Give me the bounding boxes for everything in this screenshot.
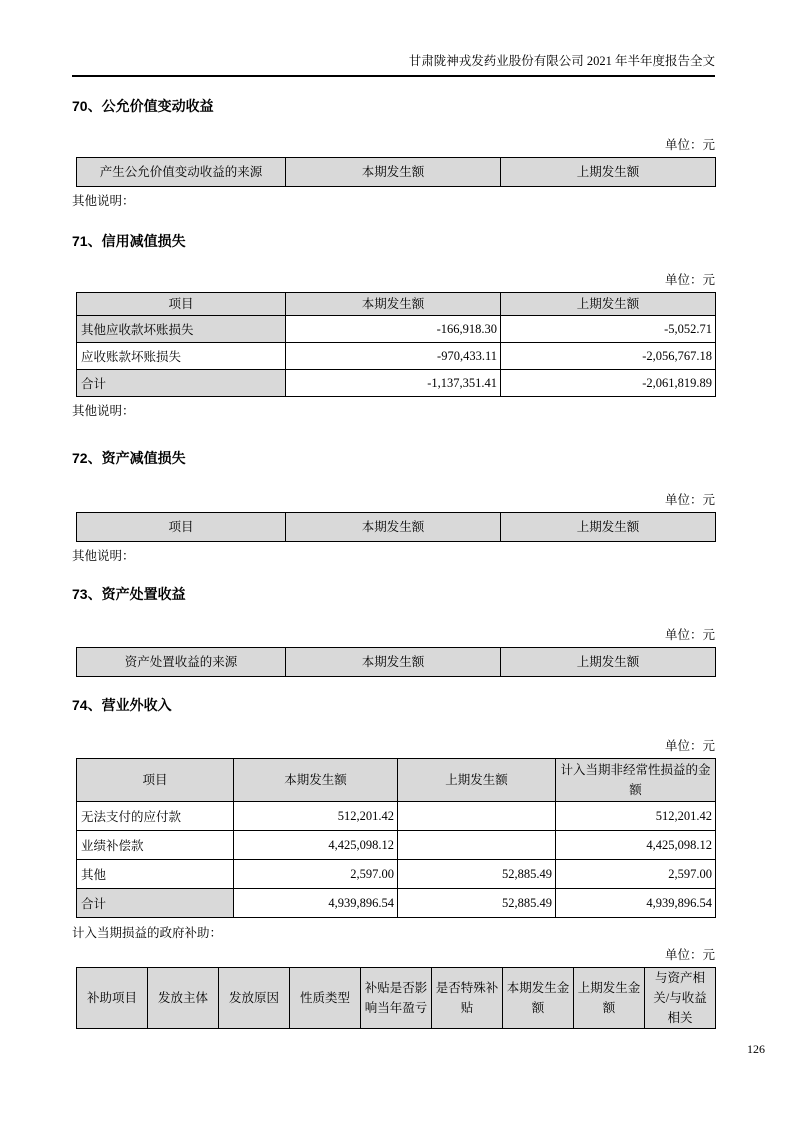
cell-nonrecurring: 512,201.42	[556, 802, 716, 831]
page-content	[72, 0, 715, 1029]
cell-current: -166,918.30	[286, 316, 501, 343]
column-header-item: 项目	[77, 293, 286, 316]
table-header-row	[77, 293, 716, 316]
cell-item: 合计	[77, 889, 234, 918]
table-row	[77, 316, 716, 343]
section-73-title: 73、资产处置收益	[72, 586, 186, 602]
cell-current: 2,597.00	[234, 860, 398, 889]
column-header-current: 本期发生额	[286, 158, 501, 187]
government-subsidy-label: 计入当期损益的政府补助：	[72, 926, 223, 940]
column-header-subsidy-item: 补助项目	[77, 968, 148, 1029]
column-header-prior: 上期发生额	[501, 513, 716, 542]
cell-prior: 52,885.49	[398, 860, 556, 889]
table-row-total	[77, 889, 716, 918]
table-fair-value-change	[76, 157, 716, 187]
other-note-72: 其他说明：	[72, 549, 135, 563]
cell-item: 无法支付的应付款	[77, 802, 234, 831]
table-row-total	[77, 370, 716, 397]
cell-prior: -2,061,819.89	[501, 370, 716, 397]
section-71-title: 71、信用减值损失	[72, 233, 186, 249]
table-asset-disposal	[76, 647, 716, 677]
column-header-affects-pl: 补贴是否影响当年盈亏	[361, 968, 432, 1029]
column-header-asset-or-income: 与资产相关/与收益相关	[645, 968, 716, 1029]
column-header-prior: 上期发生额	[501, 158, 716, 187]
unit-label-70: 单位：元	[664, 138, 715, 152]
column-header-item: 项目	[77, 759, 234, 802]
section-70-title: 70、公允价值变动收益	[72, 98, 214, 114]
column-header-item: 项目	[77, 513, 286, 542]
other-note-70: 其他说明：	[72, 194, 135, 208]
unit-label-73: 单位：元	[664, 628, 715, 642]
document-header	[72, 0, 715, 77]
section-74-title: 74、营业外收入	[72, 697, 172, 713]
table-asset-impairment	[76, 512, 716, 542]
cell-current: 4,425,098.12	[234, 831, 398, 860]
page-number: 126	[747, 1042, 765, 1056]
column-header-source: 产生公允价值变动收益的来源	[77, 158, 286, 187]
section-72-title: 72、资产减值损失	[72, 450, 186, 466]
column-header-grantor: 发放主体	[148, 968, 219, 1029]
unit-label-74: 单位：元	[664, 739, 715, 753]
document-header-title: 甘肃陇神戎发药业股份有限公司 2021 年半年度报告全文	[408, 54, 715, 68]
table-header-row	[77, 158, 716, 187]
cell-current: -970,433.11	[286, 343, 501, 370]
cell-prior: 52,885.49	[398, 889, 556, 918]
cell-prior: -2,056,767.18	[501, 343, 716, 370]
cell-item: 合计	[77, 370, 286, 397]
table-row	[77, 831, 716, 860]
cell-current: 512,201.42	[234, 802, 398, 831]
table-government-subsidy	[76, 967, 716, 1029]
table-row	[77, 860, 716, 889]
column-header-current: 本期发生额	[286, 293, 501, 316]
cell-current: 4,939,896.54	[234, 889, 398, 918]
table-non-operating-income	[76, 758, 716, 918]
unit-label-71: 单位：元	[664, 273, 715, 287]
cell-item: 业绩补偿款	[77, 831, 234, 860]
column-header-prior: 上期发生额	[501, 648, 716, 677]
cell-nonrecurring: 2,597.00	[556, 860, 716, 889]
column-header-nonrecurring: 计入当期非经常性损益的金额	[556, 759, 716, 802]
table-row	[77, 802, 716, 831]
other-note-71: 其他说明：	[72, 404, 135, 418]
cell-current: -1,137,351.41	[286, 370, 501, 397]
cell-prior	[398, 831, 556, 860]
column-header-prior: 上期发生额	[398, 759, 556, 802]
table-credit-impairment	[76, 292, 716, 397]
column-header-current-amount: 本期发生金额	[503, 968, 574, 1029]
table-header-row	[77, 968, 716, 1029]
cell-prior: -5,052.71	[501, 316, 716, 343]
unit-label-72: 单位：元	[664, 493, 715, 507]
cell-item: 其他应收款坏账损失	[77, 316, 286, 343]
column-header-prior-amount: 上期发生金额	[574, 968, 645, 1029]
column-header-special: 是否特殊补贴	[432, 968, 503, 1029]
column-header-reason: 发放原因	[219, 968, 290, 1029]
column-header-nature: 性质类型	[290, 968, 361, 1029]
cell-nonrecurring: 4,939,896.54	[556, 889, 716, 918]
column-header-current: 本期发生额	[286, 513, 501, 542]
cell-item: 其他	[77, 860, 234, 889]
column-header-current: 本期发生额	[234, 759, 398, 802]
column-header-prior: 上期发生额	[501, 293, 716, 316]
table-row	[77, 343, 716, 370]
cell-nonrecurring: 4,425,098.12	[556, 831, 716, 860]
unit-label-subsidy: 单位：元	[664, 948, 715, 962]
column-header-current: 本期发生额	[286, 648, 501, 677]
column-header-source: 资产处置收益的来源	[77, 648, 286, 677]
table-header-row	[77, 513, 716, 542]
cell-prior	[398, 802, 556, 831]
table-header-row	[77, 648, 716, 677]
cell-item: 应收账款坏账损失	[77, 343, 286, 370]
table-header-row	[77, 759, 716, 802]
